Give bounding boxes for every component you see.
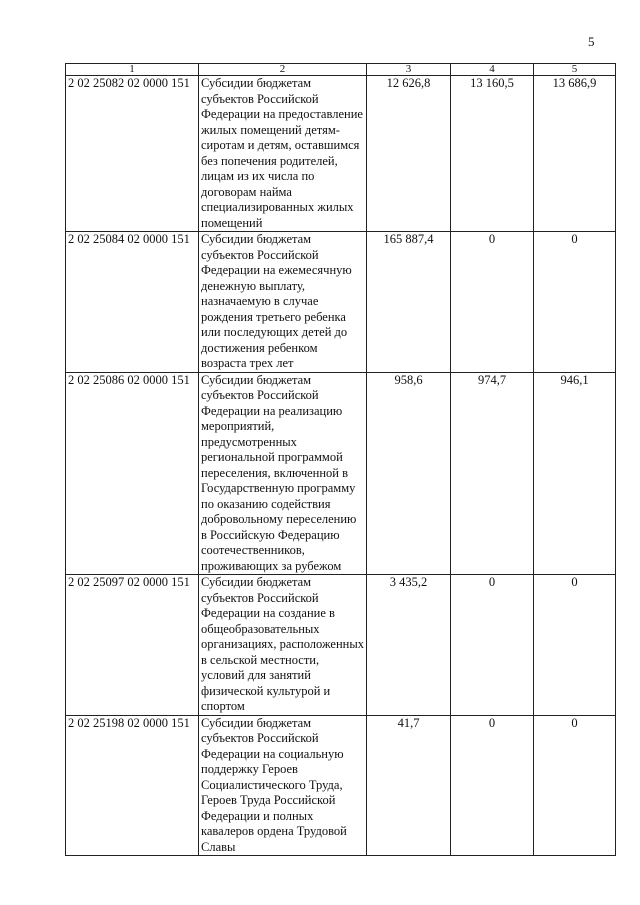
value-2019-cell: 0 (451, 575, 534, 716)
description-cell: Субсидии бюджетам субъектов Российской Федерации на предоставление жилых помещений детям-сиротам и детям, оставшимся без попечения родителей, лицам из их числа по договорам найма специализированных жилых помещений (199, 76, 367, 232)
budget-code-cell: 2 02 25082 02 0000 151 (66, 76, 199, 232)
column-number: 3 (367, 64, 451, 76)
description-cell: Субсидии бюджетам субъектов Российской Федерации на ежемесячную денежную выплату, назначаемую в случае рождения третьего ребенка или последующих детей до достижения ребенком возраста трех лет (199, 232, 367, 373)
value-2020-cell: 0 (534, 715, 616, 856)
value-2020-cell: 0 (534, 232, 616, 373)
table-row (66, 715, 616, 856)
description-cell: Субсидии бюджетам субъектов Российской Федерации на реализацию мероприятий, предусмотренных региональной программой переселения, включенной в Государственную программу по оказанию содействия добровольному переселению в Российскую Федерацию соотечественников, проживающих за рубежом (199, 372, 367, 575)
budget-code-cell: 2 02 25086 02 0000 151 (66, 372, 199, 575)
value-2020-cell: 13 686,9 (534, 76, 616, 232)
budget-code-cell: 2 02 25097 02 0000 151 (66, 575, 199, 716)
value-2019-cell: 0 (451, 232, 534, 373)
value-2018-cell: 12 626,8 (367, 76, 451, 232)
column-number-row (66, 64, 616, 76)
column-number: 1 (66, 64, 199, 76)
table-row (66, 232, 616, 373)
value-2020-cell: 946,1 (534, 372, 616, 575)
table-row (66, 372, 616, 575)
budget-code-cell: 2 02 25084 02 0000 151 (66, 232, 199, 373)
value-2019-cell: 13 160,5 (451, 76, 534, 232)
description-cell: Субсидии бюджетам субъектов Российской Федерации на создание в общеобразовательных организациях, расположенных в сельской местности, условий для занятий физической культурой и спортом (199, 575, 367, 716)
value-2018-cell: 3 435,2 (367, 575, 451, 716)
page-number: 5 (588, 34, 595, 49)
value-2018-cell: 165 887,4 (367, 232, 451, 373)
column-number: 5 (534, 64, 616, 76)
value-2018-cell: 41,7 (367, 715, 451, 856)
budget-table (65, 63, 616, 856)
value-2018-cell: 958,6 (367, 372, 451, 575)
column-number: 4 (451, 64, 534, 76)
description-cell: Субсидии бюджетам субъектов Российской Федерации на социальную поддержку Героев Социалистического Труда, Героев Труда Российской Федерации и полных кавалеров ордена Трудовой Славы (199, 715, 367, 856)
table-row (66, 76, 616, 232)
value-2020-cell: 0 (534, 575, 616, 716)
value-2019-cell: 0 (451, 715, 534, 856)
budget-code-cell: 2 02 25198 02 0000 151 (66, 715, 199, 856)
column-number: 2 (199, 64, 367, 76)
table-row (66, 575, 616, 716)
value-2019-cell: 974,7 (451, 372, 534, 575)
